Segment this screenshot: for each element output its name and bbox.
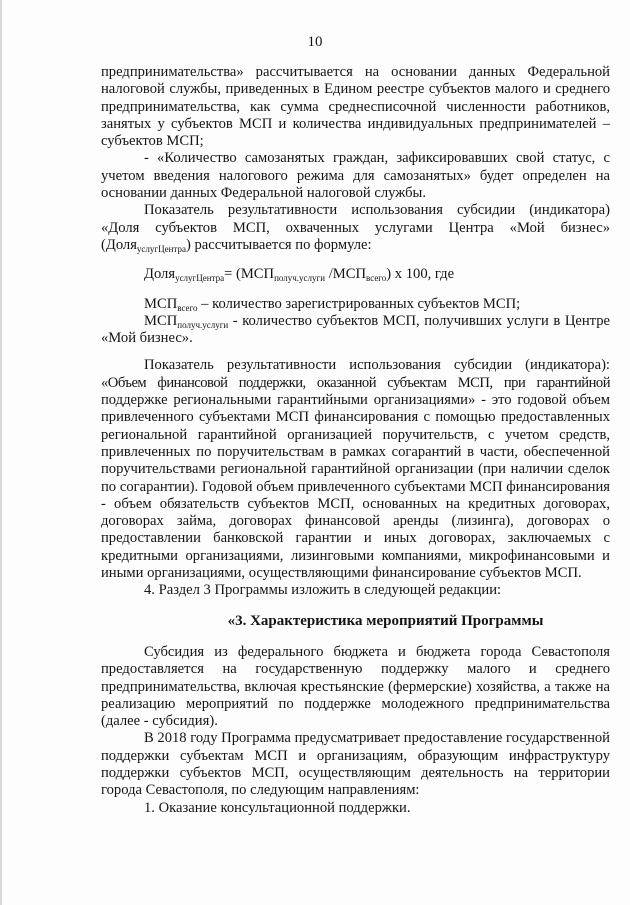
definition-total <box>101 296 610 313</box>
paragraph-continuation: предпринимательства» рассчитывается на основании данных Федеральной налоговой службы, приведенных в Едином реестре субъектов малого и среднего предпринимательства, как сумма среднесписочной численности работников, занятых у субъектов МСП и количества индивидуальных предпринимателей – субъектов МСП; <box>101 64 610 150</box>
formula-lhs-subscript: услугЦентра <box>175 273 225 284</box>
paragraph-indicator-share <box>101 202 610 254</box>
section-heading: «3. Характеристика мероприятий Программы <box>227 612 544 629</box>
formula-eq: = (МСП <box>224 266 275 283</box>
indicator-volume-quote: «Объем финансовой поддержки, оказанной субъектам МСП, при гарантийной <box>101 374 610 391</box>
indicator-share-subscript: услугЦентра <box>136 243 186 254</box>
indicator-volume-lead: Показатель результативности использования субсидии (индикатора): <box>144 357 610 374</box>
definition-total-subscript: всего <box>177 302 198 313</box>
definition-total-symbol: МСП <box>144 295 178 312</box>
paragraph-subsidy: Субсидия из федерального бюджета и бюджета города Севастополя предоставляется на государственную поддержку малого и среднего предпринимательства, включая крестьянские (фермерские) хозяйства, а также на реализацию мероприятий по поддержке молодежного предпринимательства (далее - субсидия). <box>101 643 610 730</box>
formula <box>101 266 610 283</box>
document-body <box>101 64 610 817</box>
definition-served <box>101 313 610 348</box>
formula-tail: ) х 100, где <box>386 266 455 283</box>
paragraph-self-employed: - «Количество самозанятых граждан, зафиксировавших свой статус, с учетом введения налогового режима для самозанятых» будет определен на основании данных Федеральной налоговой службы. <box>101 150 610 202</box>
formula-numerator-subscript: получ.услуги <box>274 273 326 284</box>
definition-served-symbol: МСП <box>144 312 178 329</box>
formula-lhs: Доля <box>144 266 176 283</box>
paragraph-indicator-volume <box>101 357 610 582</box>
page-number: 10 <box>307 34 323 50</box>
indicator-share-text-b: ) рассчитывается по формуле: <box>185 236 372 253</box>
indicator-share-text-a: Показатель результативности использования субсидии (индикатора) «Доля субъектов МСП, охваченных услугами Центра «Мой бизнес» (Доля <box>101 202 610 253</box>
formula-denominator-subscript: всего <box>366 273 387 284</box>
paragraph-section-amendment: 4. Раздел 3 Программы изложить в следующей редакции: <box>144 582 502 599</box>
formula-div: /МСП <box>325 266 367 283</box>
definition-served-subscript: получ.услуги <box>177 319 229 330</box>
paragraph-program-2018: В 2018 году Программа предусматривает предоставление государственной поддержки субъектам МСП и организациям, образующим инфраструктуру поддержки субъектов МСП, осуществляющим деятельность на территории города Севастополя, по следующим направлениям: <box>101 730 610 799</box>
scan-edge <box>0 0 2 905</box>
definition-served-text: - количество субъектов МСП, получивших услуги в Центре «Мой бизнес». <box>101 312 610 347</box>
paragraph-consulting: 1. Оказание консультационной поддержки. <box>144 799 411 816</box>
indicator-volume-rest: поддержке региональными гарантийными организациями» - это годовой объем привлеченного субъектами МСП финансирования с помощью предоставленных региональной гарантийной организацией поручительств, с учетом средств, привлеченных по поручительствам в рамках согарантий в части, обеспеченной поручительствами региональной гарантийной организации (при наличии сделок по согарантии). Годовой объем привлеченного субъектами МСП финансирования - объем обязательств субъектов МСП, основанных на кредитных договорах, договорах займа, договорах финансовой аренды (лизинга), договорах о предоставлении банковской гарантии и иных договорах, заключаемых с кредитными организациями, лизинговыми компаниями, микрофинансовыми и иными организациями, осуществляющими финансирование субъектов МСП. <box>101 392 610 582</box>
definition-total-text: – количество зарегистрированных субъектов МСП; <box>197 295 521 312</box>
